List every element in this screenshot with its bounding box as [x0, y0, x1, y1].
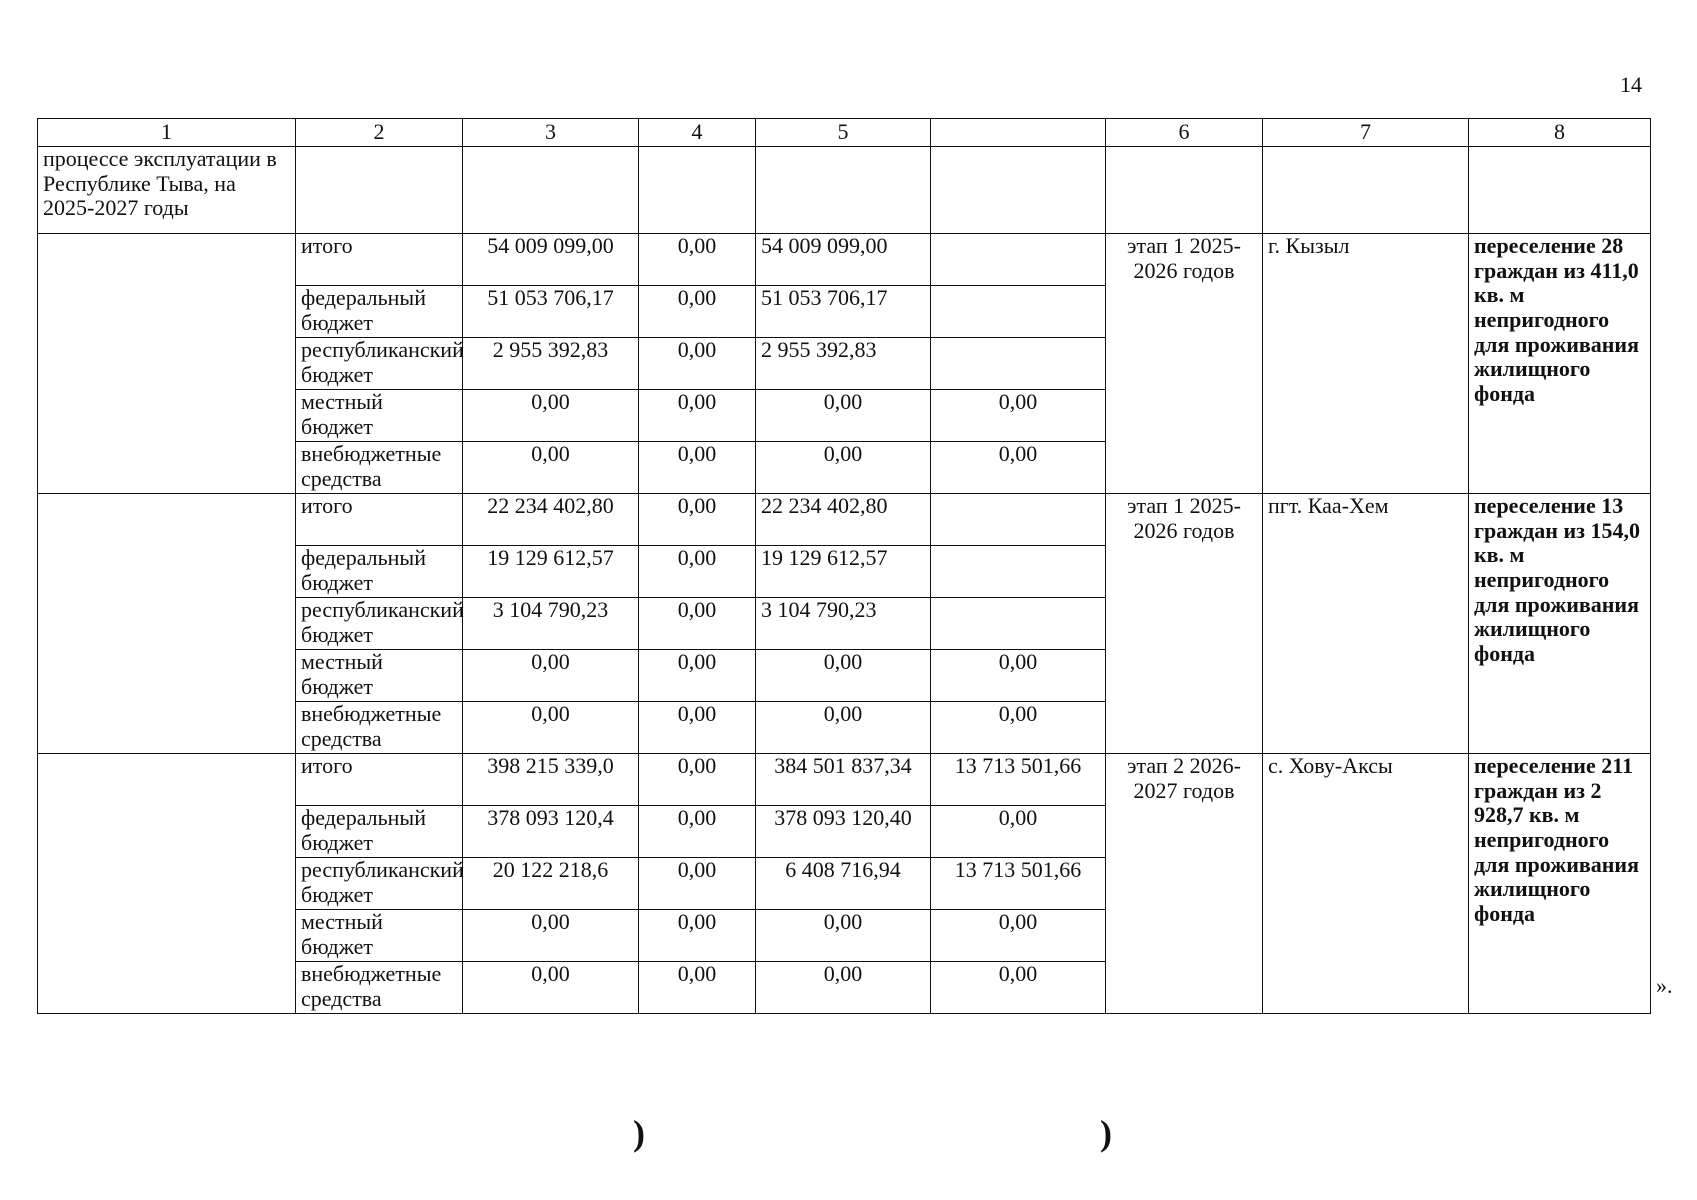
municipality: с. Хову-Аксы [1263, 754, 1469, 1014]
amount-col5: 2 955 392,83 [756, 338, 931, 390]
amount-total: 378 093 120,4 [463, 806, 639, 858]
funding-source-label: внебюджетные средства [296, 442, 463, 494]
groups-body [38, 234, 1651, 1014]
empty-cell [931, 147, 1106, 234]
amount-total: 19 129 612,57 [463, 546, 639, 598]
financing-row [38, 754, 1651, 806]
empty-cell [1469, 147, 1651, 234]
amount-total: 398 215 339,0 [463, 754, 639, 806]
municipality: пгт. Каа-Хем [1263, 494, 1469, 754]
funding-source-label: республиканский бюджет [296, 338, 463, 390]
amount-total: 54 009 099,00 [463, 234, 639, 286]
funding-source-label: местный бюджет [296, 910, 463, 962]
amount-col4: 0,00 [639, 442, 756, 494]
amount-col5b: 0,00 [931, 442, 1106, 494]
funding-source-label: итого [296, 754, 463, 806]
measure-description: процессе эксплуатации в Республике Тыва, на 2025-2027 годы [38, 147, 296, 234]
margin-mark: ) [633, 1113, 645, 1153]
amount-col4: 0,00 [639, 286, 756, 338]
empty-cell [1263, 147, 1469, 234]
amount-total: 0,00 [463, 390, 639, 442]
amount-col5b [931, 546, 1106, 598]
amount-col5: 54 009 099,00 [756, 234, 931, 286]
description-row [38, 147, 1651, 234]
group-empty-cell [38, 234, 296, 494]
stage-period: этап 1 2025-2026 годов [1106, 494, 1263, 754]
group-empty-cell [38, 494, 296, 754]
amount-col4: 0,00 [639, 962, 756, 1014]
funding-source-label: федеральный бюджет [296, 286, 463, 338]
group-empty-cell [38, 754, 296, 1014]
amount-total: 51 053 706,17 [463, 286, 639, 338]
funding-source-label: местный бюджет [296, 650, 463, 702]
amount-total: 0,00 [463, 702, 639, 754]
expected-result: переселение 211 граждан из 2 928,7 кв. м непригодного для проживания жилищного фонда [1469, 754, 1651, 1014]
amount-col5b [931, 234, 1106, 286]
amount-col5b: 0,00 [931, 910, 1106, 962]
amount-col5: 3 104 790,23 [756, 598, 931, 650]
amount-col4: 0,00 [639, 338, 756, 390]
amount-col5: 6 408 716,94 [756, 858, 931, 910]
funding-source-label: федеральный бюджет [296, 546, 463, 598]
funding-source-label: местный бюджет [296, 390, 463, 442]
amount-col5: 51 053 706,17 [756, 286, 931, 338]
amount-col4: 0,00 [639, 754, 756, 806]
stage-period: этап 2 2026-2027 годов [1106, 754, 1263, 1014]
amount-col5: 0,00 [756, 442, 931, 494]
amount-col5b: 0,00 [931, 702, 1106, 754]
margin-mark: ) [1100, 1113, 1112, 1153]
closing-quote: ». [1656, 973, 1673, 998]
header-cell: 5 [756, 119, 931, 147]
funding-source-label: итого [296, 234, 463, 286]
amount-col5: 0,00 [756, 390, 931, 442]
page-number: 14 [1620, 72, 1642, 97]
amount-total: 0,00 [463, 650, 639, 702]
amount-col5b: 13 713 501,66 [931, 754, 1106, 806]
funding-source-label: республиканский бюджет [296, 858, 463, 910]
header-row [38, 119, 1651, 147]
amount-col4: 0,00 [639, 702, 756, 754]
amount-col4: 0,00 [639, 598, 756, 650]
expected-result: переселение 28 граждан из 411,0 кв. м непригодного для проживания жилищного фонда [1469, 234, 1651, 494]
amount-col4: 0,00 [639, 858, 756, 910]
amount-col5: 19 129 612,57 [756, 546, 931, 598]
amount-total: 20 122 218,6 [463, 858, 639, 910]
amount-col5: 384 501 837,34 [756, 754, 931, 806]
amount-col4: 0,00 [639, 546, 756, 598]
amount-total: 22 234 402,80 [463, 494, 639, 546]
empty-cell [639, 147, 756, 234]
amount-total: 3 104 790,23 [463, 598, 639, 650]
amount-col5b [931, 598, 1106, 650]
funding-source-label: федеральный бюджет [296, 806, 463, 858]
funding-source-label: внебюджетные средства [296, 702, 463, 754]
empty-cell [463, 147, 639, 234]
municipality: г. Кызыл [1263, 234, 1469, 494]
amount-total: 2 955 392,83 [463, 338, 639, 390]
header-cell: 3 [463, 119, 639, 147]
header-cell: 4 [639, 119, 756, 147]
amount-col5b [931, 286, 1106, 338]
financing-table [37, 118, 1651, 1014]
amount-col5b: 13 713 501,66 [931, 858, 1106, 910]
amount-total: 0,00 [463, 910, 639, 962]
funding-source-label: республиканский бюджет [296, 598, 463, 650]
header-cell [931, 119, 1106, 147]
amount-col5b: 0,00 [931, 962, 1106, 1014]
empty-cell [1106, 147, 1263, 234]
amount-col4: 0,00 [639, 650, 756, 702]
header-cell: 8 [1469, 119, 1651, 147]
amount-col4: 0,00 [639, 494, 756, 546]
amount-col5: 0,00 [756, 910, 931, 962]
header-cell: 1 [38, 119, 296, 147]
amount-col5: 0,00 [756, 702, 931, 754]
amount-col5b: 0,00 [931, 806, 1106, 858]
amount-col5b: 0,00 [931, 390, 1106, 442]
financing-row [38, 494, 1651, 546]
amount-col5: 0,00 [756, 650, 931, 702]
amount-col4: 0,00 [639, 234, 756, 286]
amount-col5: 22 234 402,80 [756, 494, 931, 546]
header-cell: 6 [1106, 119, 1263, 147]
header-cell: 2 [296, 119, 463, 147]
empty-cell [756, 147, 931, 234]
amount-col5: 378 093 120,40 [756, 806, 931, 858]
amount-total: 0,00 [463, 442, 639, 494]
amount-col5b [931, 494, 1106, 546]
amount-col5b [931, 338, 1106, 390]
funding-source-label: внебюджетные средства [296, 962, 463, 1014]
funding-source-label: итого [296, 494, 463, 546]
expected-result: переселение 13 граждан из 154,0 кв. м непригодного для проживания жилищного фонда [1469, 494, 1651, 754]
amount-col4: 0,00 [639, 910, 756, 962]
amount-col4: 0,00 [639, 390, 756, 442]
amount-col5: 0,00 [756, 962, 931, 1014]
empty-cell [296, 147, 463, 234]
amount-total: 0,00 [463, 962, 639, 1014]
amount-col5b: 0,00 [931, 650, 1106, 702]
financing-row [38, 234, 1651, 286]
header-cell: 7 [1263, 119, 1469, 147]
amount-col4: 0,00 [639, 806, 756, 858]
stage-period: этап 1 2025-2026 годов [1106, 234, 1263, 494]
